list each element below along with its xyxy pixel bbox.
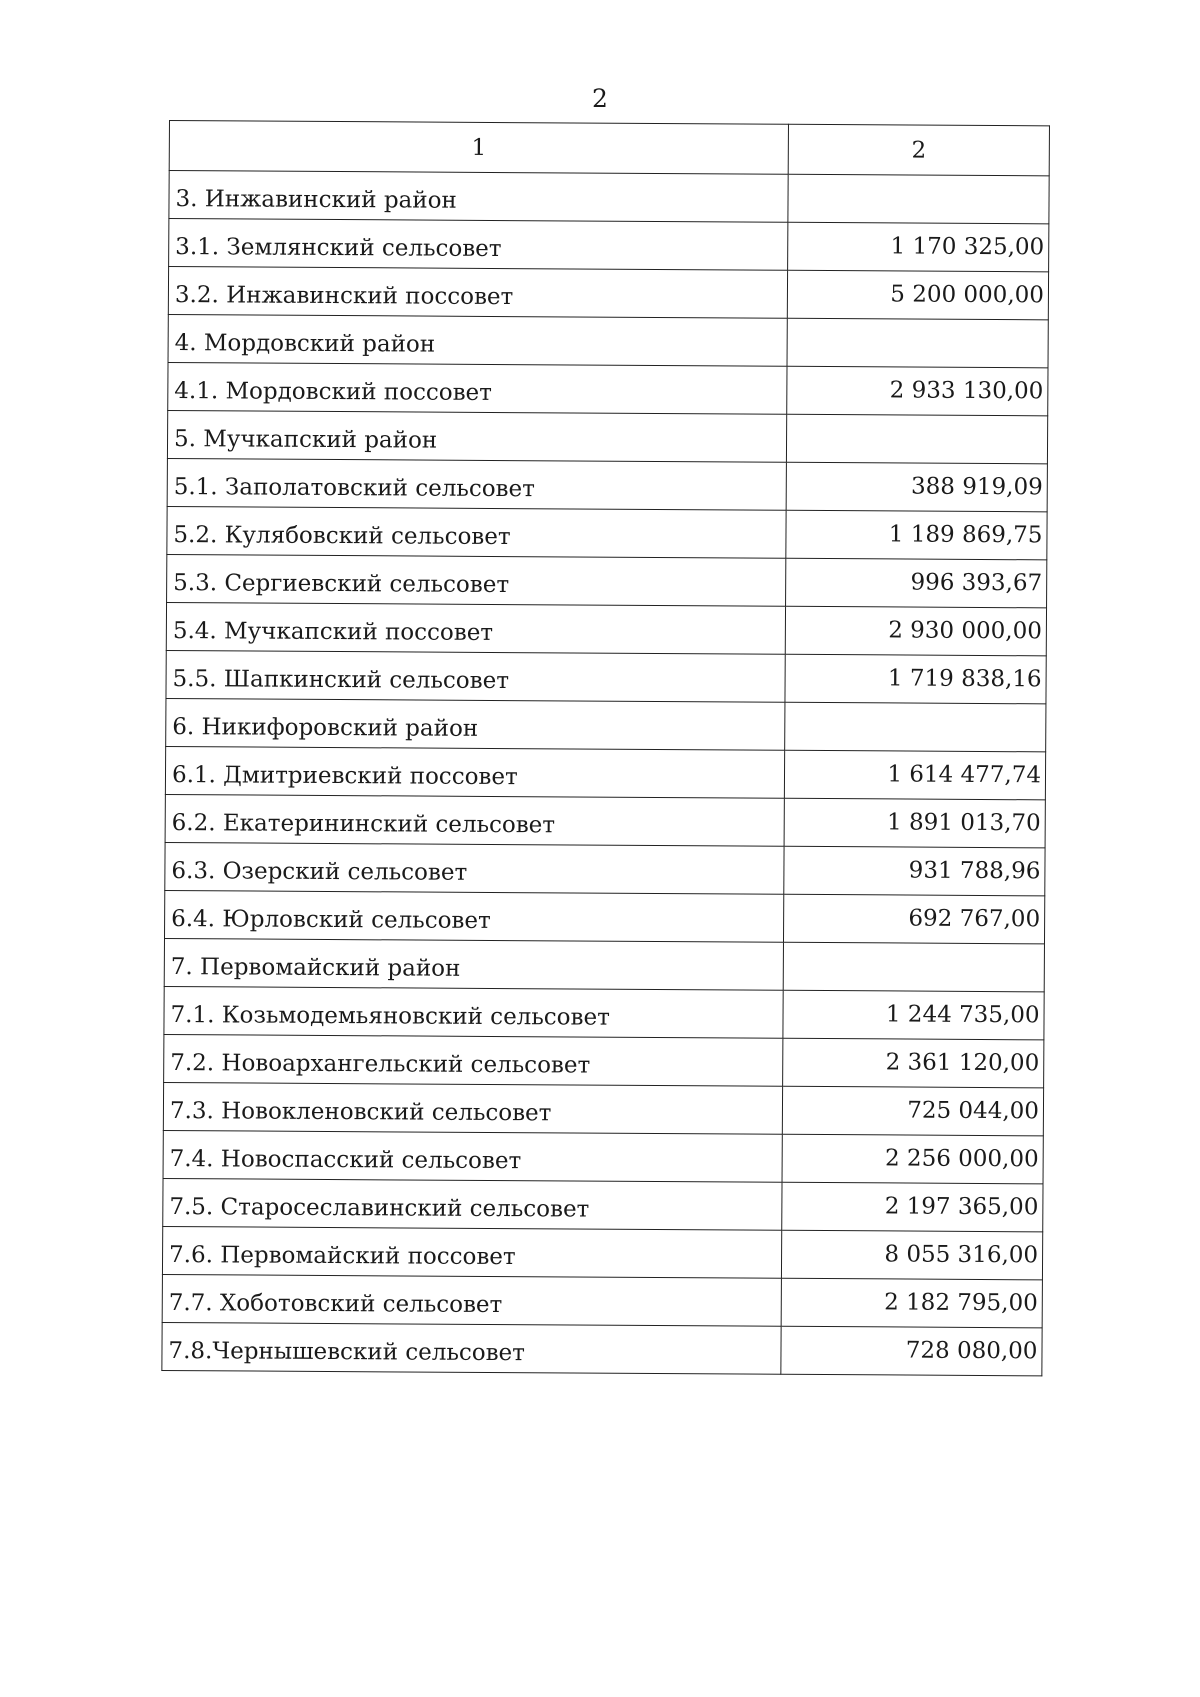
table-row	[165, 890, 1045, 943]
amount-cell: 725 044,00	[782, 1086, 1043, 1136]
column-header-1: 1	[169, 121, 788, 175]
municipality-name-cell: 3. Инжавинский район	[169, 171, 788, 223]
municipality-name-cell: 3.1. Землянский сельсовет	[169, 219, 788, 271]
table-row	[169, 219, 1049, 272]
table-row	[163, 1130, 1043, 1183]
municipality-name-cell: 7.3. Новокленовский сельсовет	[163, 1082, 782, 1134]
table-row	[167, 458, 1047, 511]
amount-cell: 1 170 325,00	[788, 222, 1049, 272]
amount-cell: 931 788,96	[784, 846, 1045, 896]
amount-cell: 2 182 795,00	[781, 1278, 1042, 1328]
table-row	[164, 986, 1044, 1039]
municipality-name-cell: 4.1. Мордовский поссовет	[168, 362, 787, 414]
amount-cell: 728 080,00	[781, 1326, 1042, 1376]
municipality-name-cell: 5.5. Шапкинский сельсовет	[166, 650, 785, 702]
municipality-name-cell: 7.4. Новоспасский сельсовет	[163, 1130, 782, 1182]
table-row	[169, 171, 1049, 224]
municipality-name-cell: 7. Первомайский район	[164, 938, 783, 990]
table-row	[162, 1226, 1042, 1279]
municipality-name-cell: 7.6. Первомайский поссовет	[162, 1226, 781, 1278]
municipality-name-cell: 7.5. Старосеславинский сельсовет	[163, 1178, 782, 1230]
amount-cell: 2 361 120,00	[783, 1038, 1044, 1088]
municipality-name-cell: 7.1. Козьмодемьяновский сельсовет	[164, 986, 783, 1038]
table-row	[167, 506, 1047, 559]
table-row	[163, 1082, 1043, 1135]
amount-cell: 1 719 838,16	[785, 654, 1046, 704]
amount-cell: 2 256 000,00	[782, 1134, 1043, 1184]
table-row	[163, 1178, 1043, 1231]
table-body	[162, 121, 1050, 1376]
amount-cell: 692 767,00	[783, 894, 1044, 944]
table-row	[166, 650, 1046, 703]
amount-cell	[786, 414, 1047, 464]
amount-cell: 1 891 013,70	[784, 798, 1045, 848]
amount-cell	[788, 174, 1049, 224]
municipality-name-cell: 5.4. Мучкапский поссовет	[166, 602, 785, 654]
municipality-name-cell: 5. Мучкапский район	[167, 410, 786, 462]
table-row	[165, 794, 1045, 847]
table-row	[167, 554, 1047, 607]
table-row	[168, 314, 1048, 367]
amount-cell: 388 919,09	[786, 462, 1047, 512]
municipality-name-cell: 7.2. Новоархангельский сельсовет	[164, 1034, 783, 1086]
amount-cell: 2 197 365,00	[782, 1182, 1043, 1232]
table-row	[168, 267, 1048, 320]
table-row	[162, 1274, 1042, 1327]
table-row	[166, 698, 1046, 751]
amount-cell: 8 055 316,00	[781, 1230, 1042, 1280]
amount-cell	[787, 318, 1048, 368]
table-row	[166, 602, 1046, 655]
municipality-name-cell: 3.2. Инжавинский поссовет	[168, 267, 787, 319]
table-row	[165, 746, 1045, 799]
municipality-name-cell: 6. Никифоровский район	[166, 698, 785, 750]
municipality-name-cell: 6.2. Екатерининский сельсовет	[165, 794, 784, 846]
table-row	[165, 842, 1045, 895]
amount-cell: 996 393,67	[786, 558, 1047, 608]
table-row	[167, 410, 1047, 463]
amount-cell: 1 189 869,75	[786, 510, 1047, 560]
amount-cell	[785, 702, 1046, 752]
table-row	[168, 362, 1048, 415]
municipality-name-cell: 7.8.Чернышевский сельсовет	[162, 1322, 781, 1374]
table-row	[164, 1034, 1044, 1087]
allocation-table	[161, 120, 1050, 1376]
municipality-name-cell: 6.3. Озерский сельсовет	[165, 842, 784, 894]
table-row	[164, 938, 1044, 991]
table-row	[162, 1322, 1042, 1375]
amount-cell: 2 933 130,00	[787, 366, 1048, 416]
amount-cell: 1 244 735,00	[783, 990, 1044, 1040]
amount-cell	[783, 942, 1044, 992]
municipality-name-cell: 7.7. Хоботовский сельсовет	[162, 1274, 781, 1326]
municipality-name-cell: 4. Мордовский район	[168, 314, 787, 366]
amount-cell: 5 200 000,00	[787, 270, 1048, 320]
municipality-name-cell: 6.4. Юрловский сельсовет	[165, 890, 784, 942]
municipality-name-cell: 5.1. Заполатовский сельсовет	[167, 458, 786, 510]
municipality-name-cell: 5.2. Кулябовский сельсовет	[167, 506, 786, 558]
column-header-2: 2	[788, 124, 1049, 176]
municipality-name-cell: 5.3. Сергиевский сельсовет	[167, 554, 786, 606]
amount-cell: 1 614 477,74	[784, 750, 1045, 800]
municipality-name-cell: 6.1. Дмитриевский поссовет	[165, 746, 784, 798]
table-header-row	[169, 121, 1049, 176]
page-number: 2	[592, 84, 608, 113]
amount-cell: 2 930 000,00	[785, 606, 1046, 656]
